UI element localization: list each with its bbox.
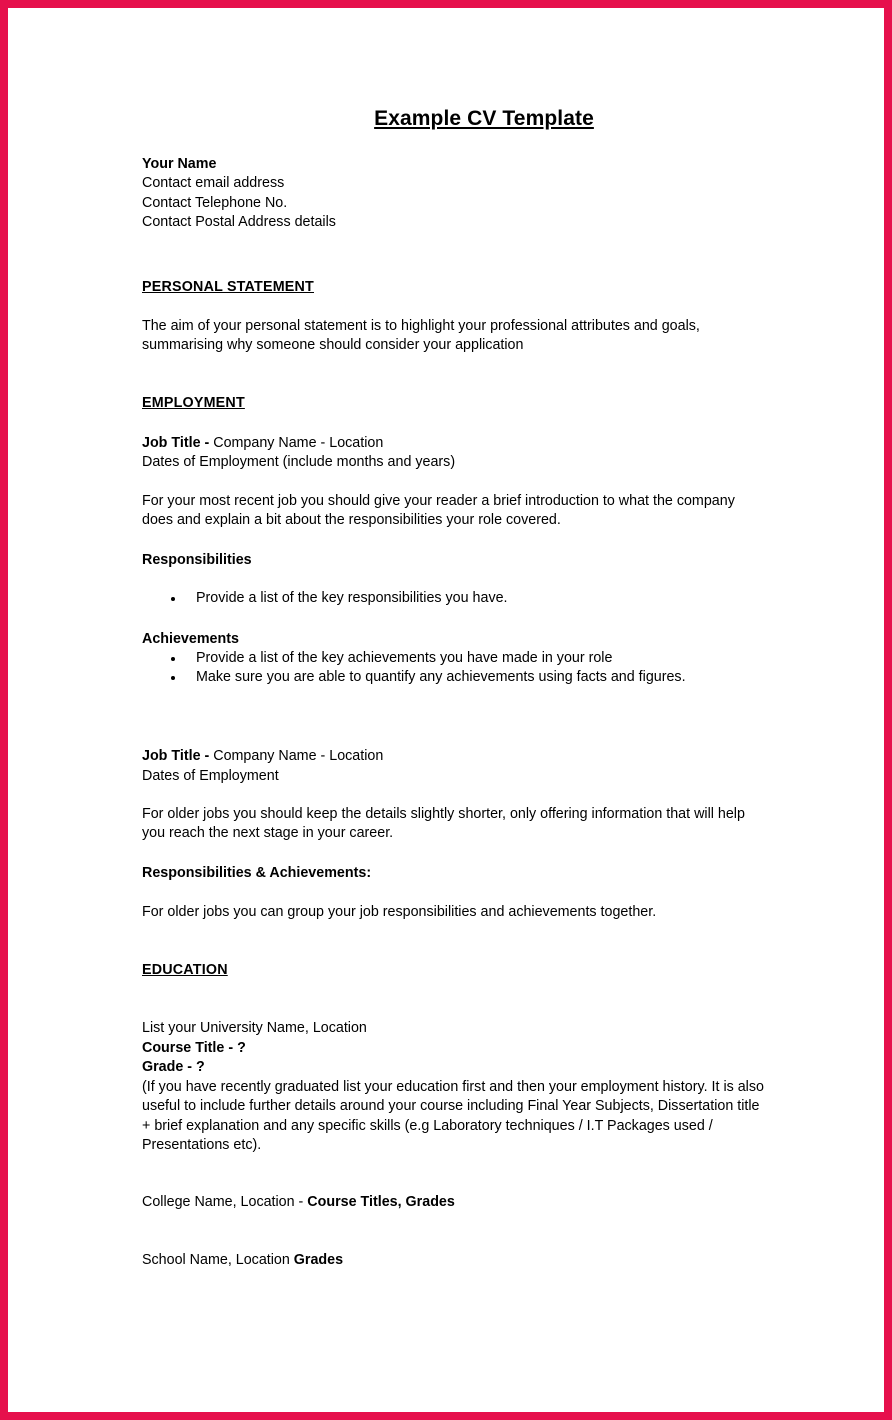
job-2-title-label: Job Title - <box>142 748 210 764</box>
job-2-combined-body: For older jobs you can group your job responsibilities and achievements together. <box>142 904 657 920</box>
personal-statement-body: The aim of your personal statement is to highlight your professional attributes and goals, summarising why someone should consider your application <box>142 318 700 354</box>
section-heading-personal-statement: PERSONAL STATEMENT <box>142 279 314 295</box>
college-prefix: College Name, Location - <box>142 1194 308 1210</box>
job-1-achievements-heading: Achievements <box>142 631 239 647</box>
job-entry-1-dates: Dates of Employment (include months and years) <box>142 454 456 470</box>
job-2-combined-heading: Responsibilities & Achievements: <box>142 865 372 881</box>
list-item: Make sure you are able to quantify any achievements using facts and figures. <box>142 668 765 687</box>
job-entry-1-intro: For your most recent job you should give your reader a brief introduction to what the company does and explain a bit about the responsibilities your role covered. <box>142 493 735 529</box>
job-1-responsibilities-list <box>142 589 765 608</box>
job-1-achievements-list <box>142 649 765 688</box>
education-course-title: Course Title - ? <box>142 1040 246 1056</box>
list-item: Provide a list of the key achievements you have made in your role <box>142 649 765 668</box>
page-title: Example CV Template <box>374 107 594 130</box>
contact-address-line: Contact Postal Address details <box>142 214 336 231</box>
job-entry-1-title <box>142 434 765 453</box>
school-prefix: School Name, Location <box>142 1252 294 1268</box>
education-college-line <box>142 1193 765 1212</box>
contact-header <box>142 155 765 233</box>
education-note: (If you have recently graduated list your education first and then your employment history. It is also useful to include further details around your course including Final Year Subjects, Dissertation title + brief explanation and any specific skills (e.g Laboratory techniques / I.T Packages used / Presentations etc). <box>142 1079 764 1154</box>
job-1-title-label: Job Title - <box>142 435 210 451</box>
college-courses-grades: Course Titles, Grades <box>307 1194 455 1210</box>
job-1-title-rest: Company Name - Location <box>209 435 384 451</box>
job-1-responsibilities-heading: Responsibilities <box>142 552 252 568</box>
education-grade: Grade - ? <box>142 1059 205 1075</box>
contact-email-line: Contact email address <box>142 175 285 192</box>
school-grades: Grades <box>293 1252 344 1268</box>
education-school-line <box>142 1251 765 1270</box>
job-entry-2-title <box>142 747 765 766</box>
education-university-line: List your University Name, Location <box>142 1020 367 1036</box>
candidate-name: Your Name <box>142 156 217 172</box>
section-heading-education: EDUCATION <box>142 962 228 978</box>
job-2-title-rest: Company Name - Location <box>209 748 384 764</box>
job-entry-2-intro: For older jobs you should keep the details slightly shorter, only offering information that will help you reach the next stage in your career. <box>142 806 745 842</box>
job-entry-2-dates: Dates of Employment <box>142 768 279 784</box>
contact-phone-line: Contact Telephone No. <box>142 194 288 211</box>
list-item: Provide a list of the key responsibilities you have. <box>142 589 765 608</box>
section-heading-employment: EMPLOYMENT <box>142 395 245 411</box>
